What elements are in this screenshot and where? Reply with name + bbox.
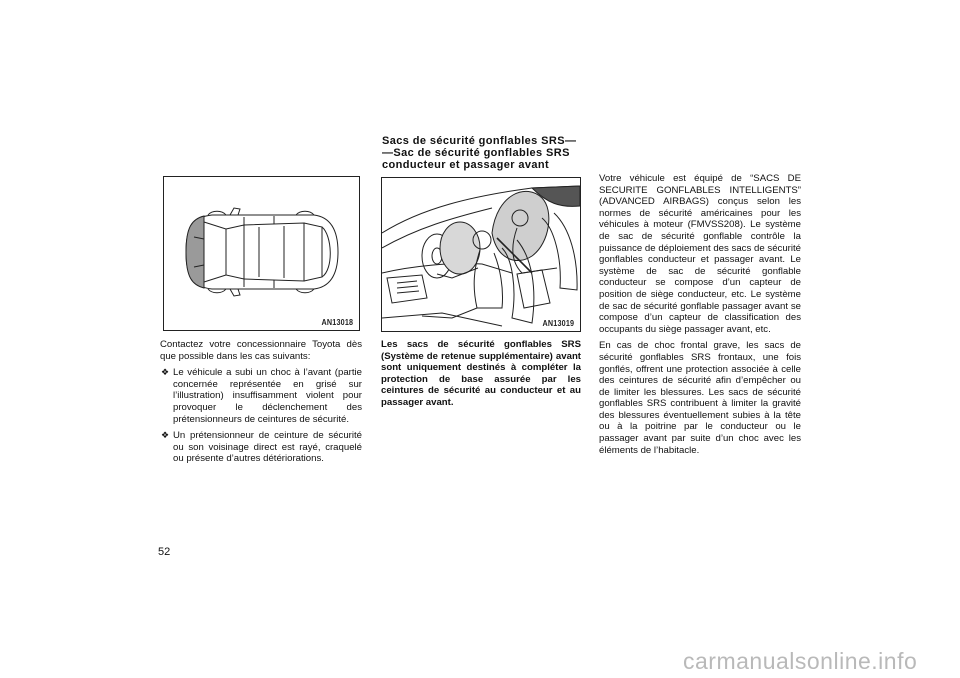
figure-code: AN13019 (542, 319, 574, 328)
right-column-text (599, 173, 801, 461)
heading-line: Sacs de sécurité gonflables SRS— (382, 135, 577, 147)
car-top-view-illustration (164, 177, 359, 330)
bullet-text: Un prétensionneur de ceinture de sécurité ou son voisinage direct est rayé, craquelé ou présente d’autres détériorations. (173, 430, 362, 465)
heading-line: conducteur et passager avant (382, 159, 550, 171)
bullet-list (160, 367, 362, 465)
airbag-illustration (382, 178, 580, 331)
watermark-text: carmanualsonline.info (683, 648, 918, 674)
figure-caption: Les sacs de sécurité gonflables SRS (Système de retenue supplémentaire) avant sont uniquement destinés à compléter la protection de base assurée par les ceintures de sécurité au conducteur et au passager avant. (381, 339, 581, 408)
bullet-text: Le véhicule a subi un choc à l’avant (partie concernée représentée en grisé sur l’illustration) insuffisamment violent pour provoquer le déclenchement des prétensionneurs de ceintures de sécurité. (173, 367, 362, 425)
figure-code: AN13018 (321, 318, 353, 327)
left-column-text (160, 339, 362, 470)
intro-paragraph: Contactez votre concessionnaire Toyota dès que possible dans les cas suivants: (160, 339, 362, 362)
heading-line: —Sac de sécurité gonflables SRS (382, 147, 570, 159)
bullet-icon: ❖ (161, 367, 170, 378)
car-top-view-figure (163, 176, 360, 331)
bullet-icon: ❖ (161, 430, 170, 441)
list-item (160, 430, 362, 465)
list-item (160, 367, 362, 425)
page-number: 52 (158, 546, 171, 558)
airbag-interior-figure (381, 177, 581, 332)
section-heading (382, 135, 592, 171)
paragraph: Votre véhicule est équipé de “SACS DE SECURITE GONFLABLES INTELLIGENTS” (ADVANCED AIRBAGS) conçus selon les normes de sécurité américaines pour les véhicules à moteur (FMVSS208). Le système de sac de sécurité gonflable contrôle la puissance de déploiement des sacs de sécurité gonflables conducteur et passager avant. Le système de sac de sécurité gonflable conducteur se compose d’un capteur de position de siège conducteur, etc. Le système de sac de sécurité gonflable passager avant se compose d’un capteur de classification des occupants du siège passager avant, etc. (599, 173, 801, 335)
paragraph: En cas de choc frontal grave, les sacs de sécurité gonflables SRS frontaux, une fois gonflés, offrent une protection associée à celle des ceintures de sécurité afin d’empêcher ou de limiter les blessures. Les sacs de sécurité gonflables SRS contribuent à limiter la gravité des blessures éventuellement subies à la tête ou à la poitrine par le conducteur ou le passager avant par suite d’un choc avec les éléments de l’habitacle. (599, 340, 801, 456)
